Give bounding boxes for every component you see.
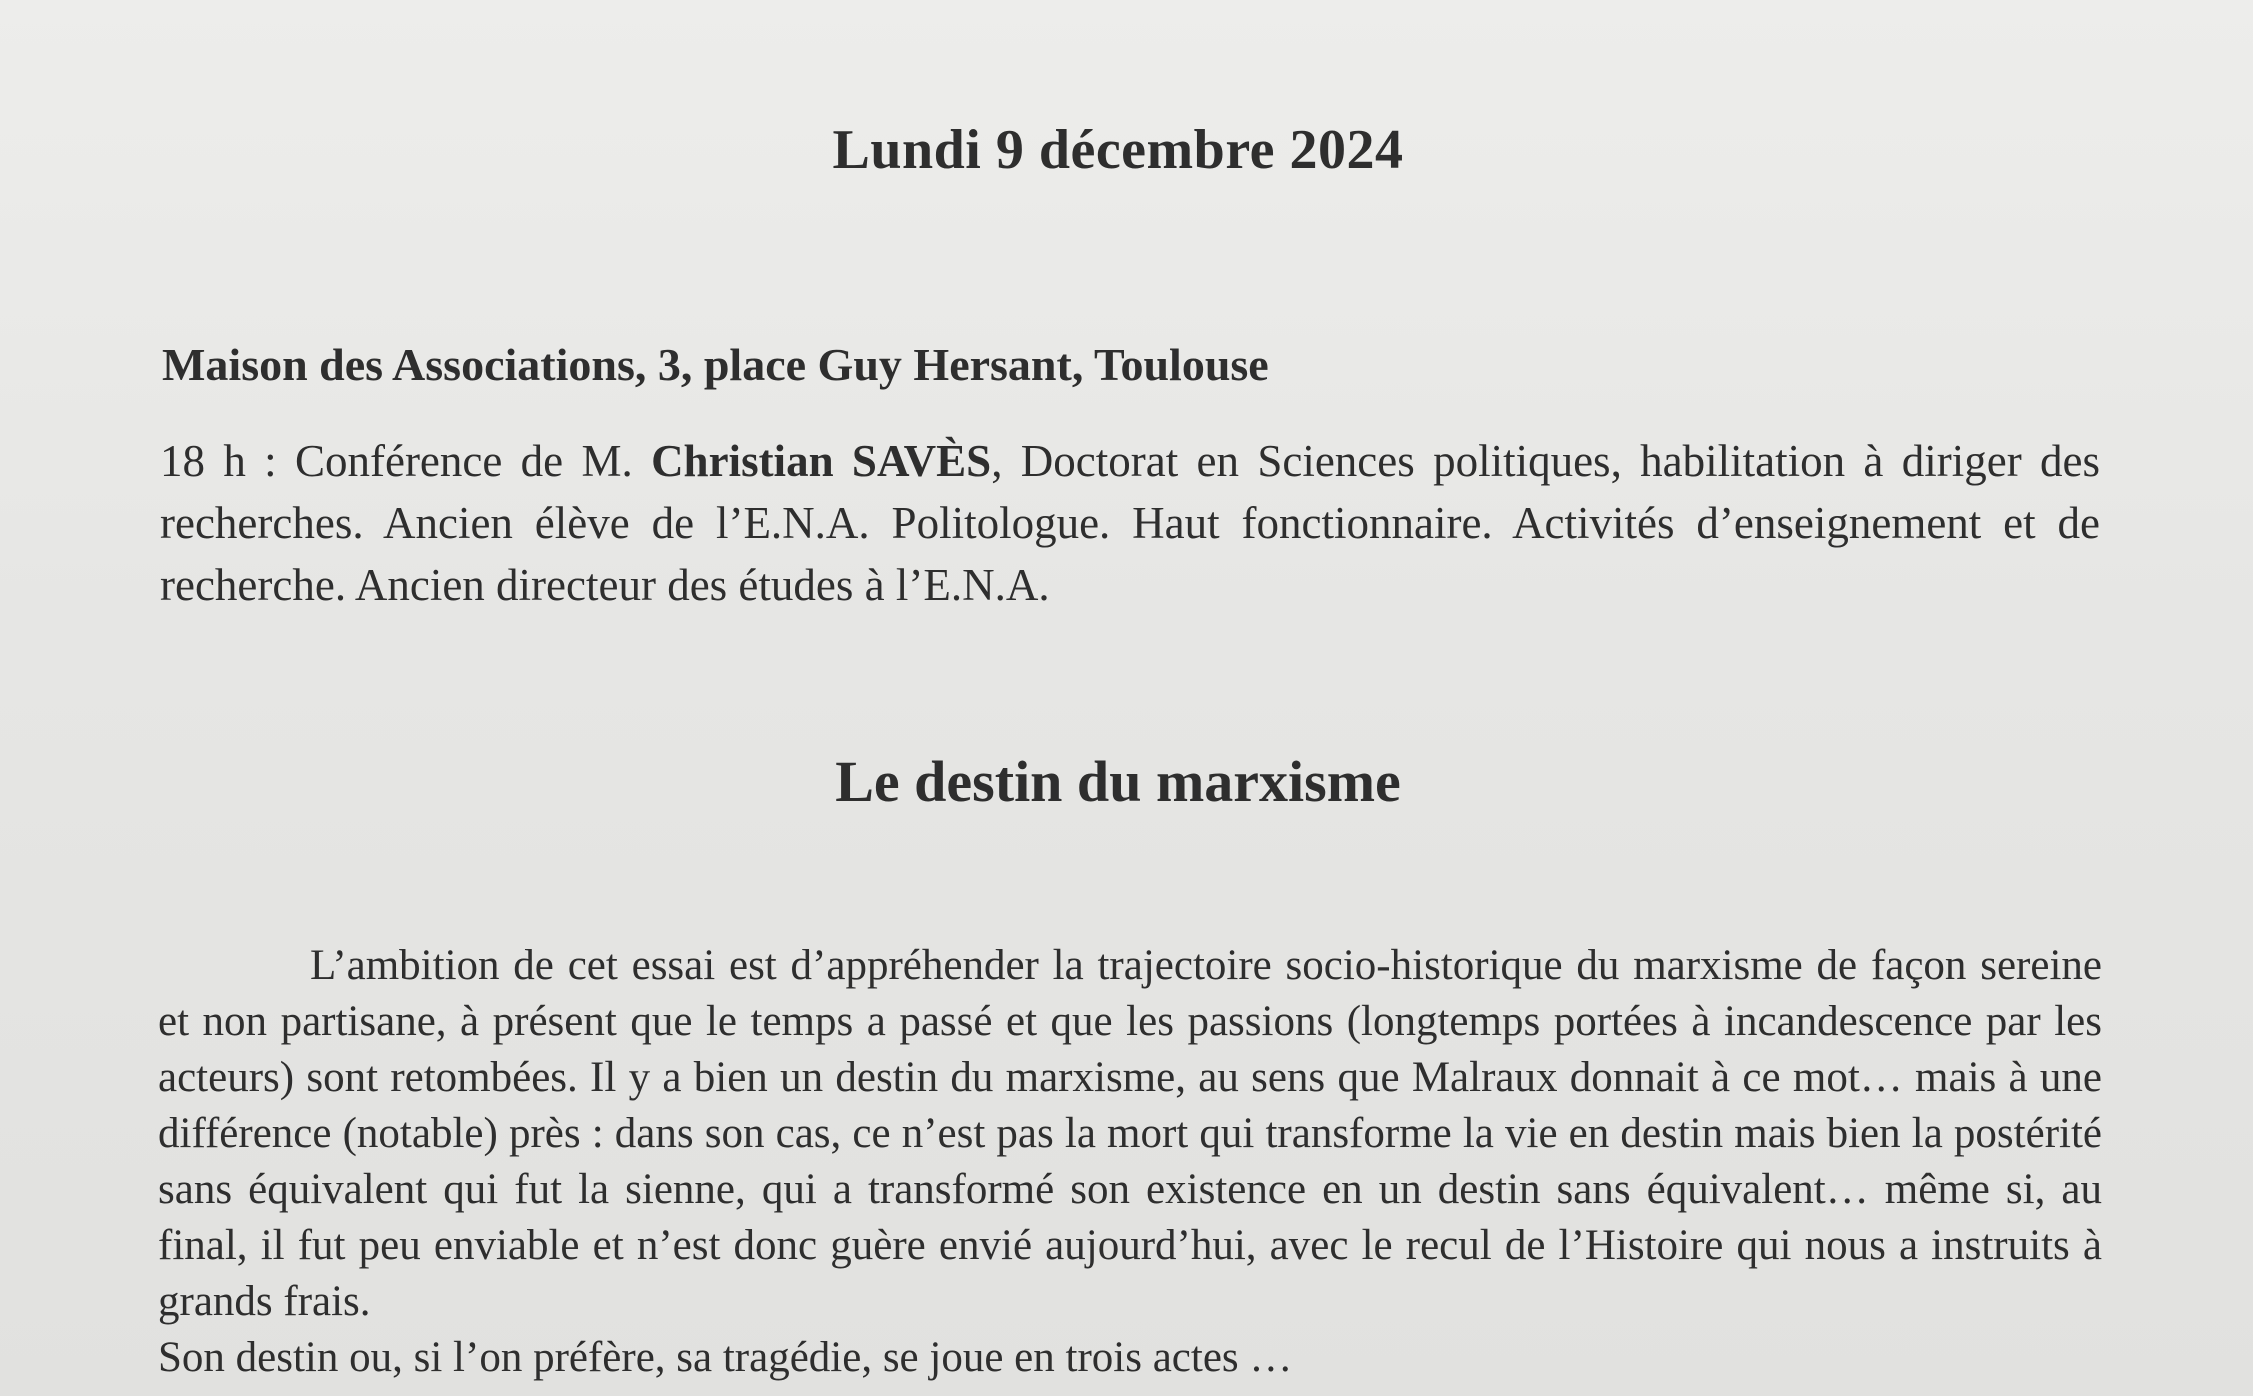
- essay-closing-line: Son destin ou, si l’on préfère, sa tragédie, se joue en trois actes …: [158, 1334, 1293, 1381]
- venue-line: Maison des Associations, 3, place Guy Hersant, Toulouse: [162, 339, 1269, 390]
- talk-title: Le destin du marxisme: [835, 749, 1401, 814]
- announcement-prefix: 18 h : Conférence de M.: [160, 436, 652, 486]
- essay-paragraph: L’ambition de cet essai est d’appréhender la trajectoire socio-historique du marxisme de façon sereine et non partisane, à présent que le temps a passé et que les passions (longtemps portées à incandescence par les acteurs) sont retombées. Il y a bien un destin du marxisme, au sens que Malraux donnait à ce mot… mais à une différence (notable) près : dans son cas, ce n’est pas la mort qui transforme la vie en destin mais bien la postérité sans équivalent qui fut la sienne, qui a transformé son existence en un destin sans équivalent… même si, au final, il fut peu enviable et n’est donc guère envié aujourd’hui, avec le recul de l’Histoire qui nous a instruits à grands frais.: [158, 942, 2102, 1325]
- event-date-heading: Lundi 9 décembre 2024: [832, 119, 1404, 181]
- essay-body: [158, 938, 2102, 1386]
- conference-announcement: [160, 430, 2100, 616]
- speaker-name: Christian SAVÈS: [651, 436, 992, 486]
- speaker-credentials: , Doctorat en Sciences politiques, habilitation à diriger des recherches. Ancien élève de l’E.N.A. Politologue. Haut fonctionnaire. Activités d’enseignement et de recherche. Ancien directeur des études à l’E.N.A.: [160, 436, 2100, 610]
